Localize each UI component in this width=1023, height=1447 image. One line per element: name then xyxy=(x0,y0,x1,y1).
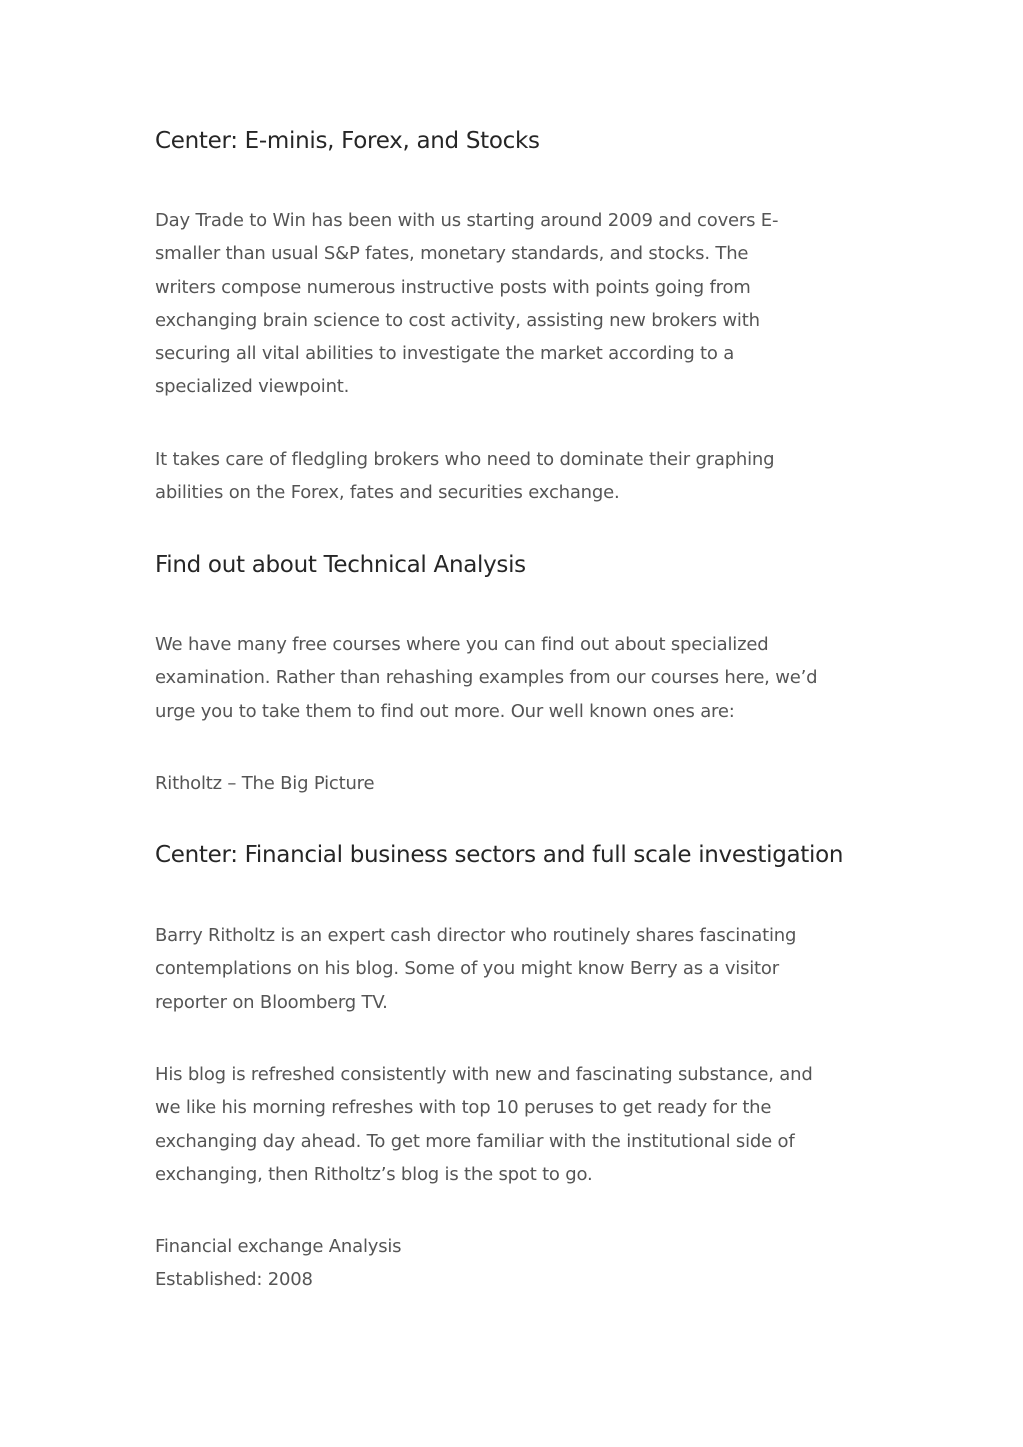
text-line: exchanging, then Ritholtz’s blog is the spot to go. xyxy=(155,1163,593,1185)
paragraph xyxy=(155,628,875,728)
text-line: We have many free courses where you can find out about specialized xyxy=(155,634,769,655)
text-line: securing all vital abilities to investigate the market according to a xyxy=(155,343,735,365)
section-heading: Center: Financial business sectors and full scale investigation xyxy=(155,842,844,868)
text-line: contemplations on his blog. Some of you might know Berry as a visitor xyxy=(155,958,779,980)
text-line: Barry Ritholtz is an expert cash director who routinely shares fascinating xyxy=(155,925,797,946)
paragraph xyxy=(155,1058,875,1191)
text-line: Ritholtz – The Big Picture xyxy=(155,773,375,794)
text-line: Established: 2008 xyxy=(155,1269,313,1291)
paragraph xyxy=(155,919,875,1019)
text-line: reporter on Bloomberg TV. xyxy=(155,991,388,1013)
text-line: writers compose numerous instructive posts with points going from xyxy=(155,276,751,298)
text-line: abilities on the Forex, fates and securities exchange. xyxy=(155,482,620,504)
text-line: urge you to take them to find out more. Our well known ones are: xyxy=(155,700,735,722)
text-line: smaller than usual S&P fates, monetary standards, and stocks. The xyxy=(155,243,749,265)
text-line: His blog is refreshed consistently with new and fascinating substance, and xyxy=(155,1064,813,1085)
section-heading: Find out about Technical Analysis xyxy=(155,552,526,578)
text-line: Day Trade to Win has been with us starting around 2009 and covers E- xyxy=(155,210,779,231)
text-line: specialized viewpoint. xyxy=(155,376,350,398)
text-line: It takes care of fledgling brokers who need to dominate their graphing xyxy=(155,449,775,470)
text-line: examination. Rather than rehashing examples from our courses here, we’d xyxy=(155,667,818,689)
paragraph xyxy=(155,767,875,800)
text-line: we like his morning refreshes with top 10 peruses to get ready for the xyxy=(155,1097,772,1119)
paragraph xyxy=(155,204,875,404)
paragraph xyxy=(155,443,875,510)
text-line: exchanging brain science to cost activity, assisting new brokers with xyxy=(155,309,760,331)
text-line: Financial exchange Analysis xyxy=(155,1236,402,1257)
paragraph xyxy=(155,1230,875,1297)
section-heading: Center: E-minis, Forex, and Stocks xyxy=(155,128,540,154)
text-line: exchanging day ahead. To get more familiar with the institutional side of xyxy=(155,1130,795,1152)
